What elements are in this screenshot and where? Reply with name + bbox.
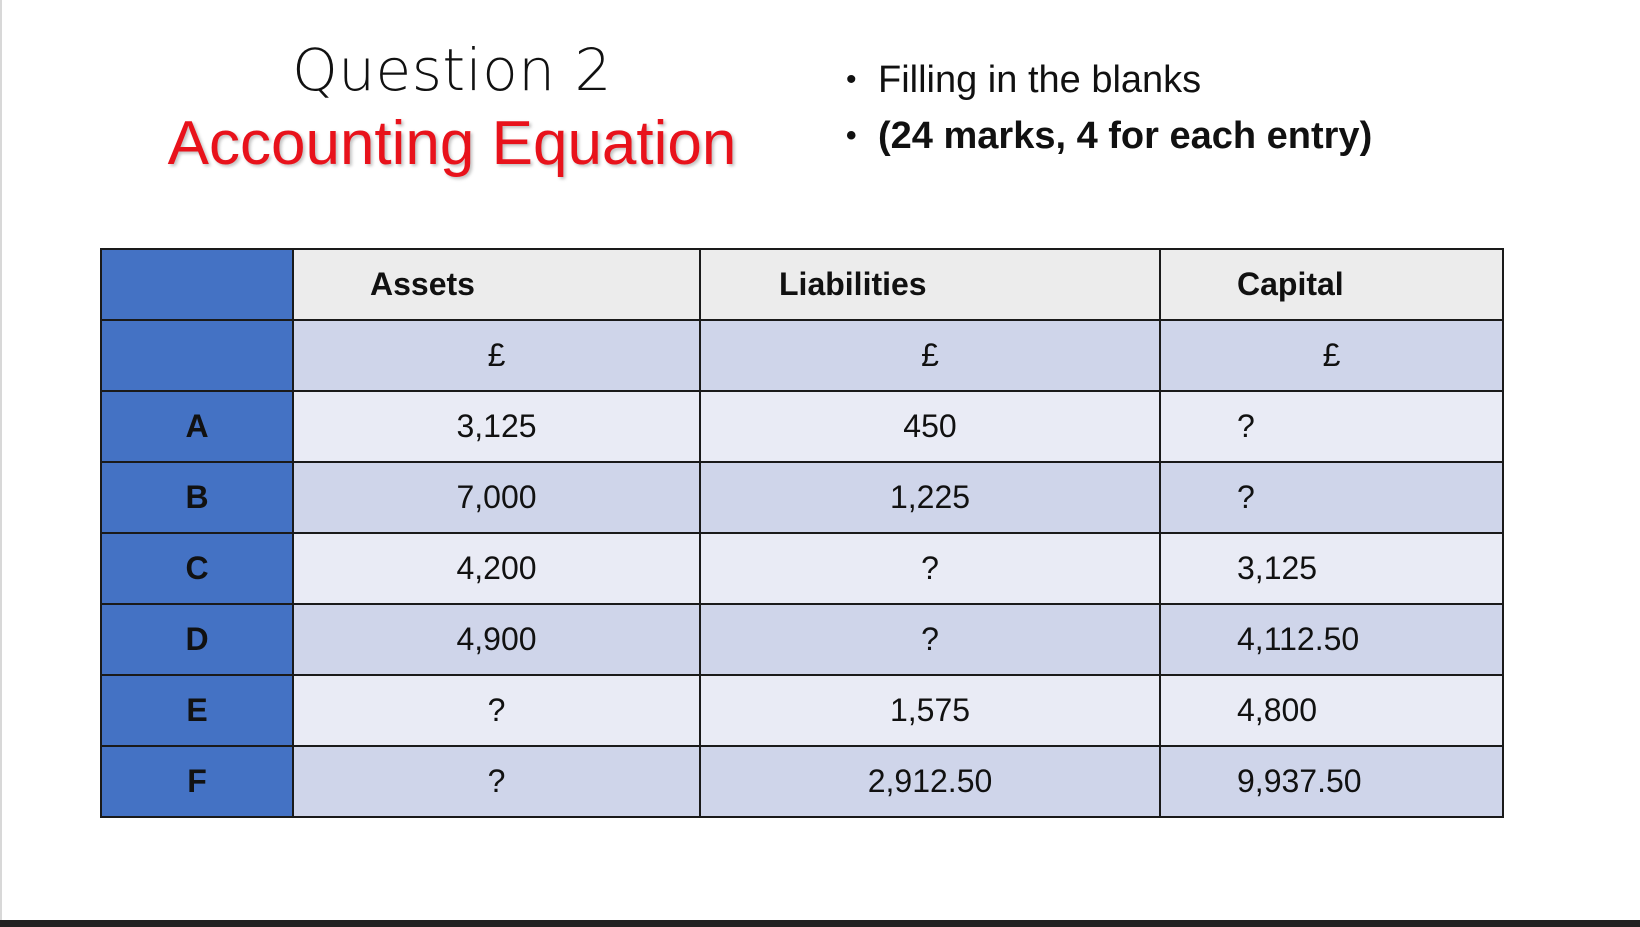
header-liabilities: Liabilities: [700, 249, 1160, 320]
assets-cell: 4,200: [293, 533, 700, 604]
capital-cell: 4,112.50: [1160, 604, 1503, 675]
capital-cell: 3,125: [1160, 533, 1503, 604]
unit-capital: £: [1160, 320, 1503, 391]
marks-item: [840, 108, 1372, 164]
assets-cell: 7,000: [293, 462, 700, 533]
liabilities-cell: 1,225: [700, 462, 1160, 533]
assets-cell: 4,900: [293, 604, 700, 675]
row-label: B: [101, 462, 293, 533]
topic-title: Accounting Equation: [167, 109, 737, 178]
assets-cell: ?: [293, 675, 700, 746]
row-label: F: [101, 746, 293, 817]
header-assets: Assets: [293, 249, 700, 320]
assets-cell: ?: [293, 746, 700, 817]
units-label-cell: [101, 320, 293, 391]
accounting-equation-table: [100, 248, 1504, 818]
instruction-item: [840, 52, 1372, 108]
instructions-list: [840, 52, 1372, 164]
liabilities-cell: 1,575: [700, 675, 1160, 746]
table-header-row: [101, 249, 1503, 320]
liabilities-cell: ?: [700, 604, 1160, 675]
assets-cell: 3,125: [293, 391, 700, 462]
table-row: [101, 533, 1503, 604]
liabilities-cell: 450: [700, 391, 1160, 462]
liabilities-cell: 2,912.50: [700, 746, 1160, 817]
capital-cell: ?: [1160, 462, 1503, 533]
unit-liabilities: £: [700, 320, 1160, 391]
row-label: A: [101, 391, 293, 462]
bottom-edge-bar: [0, 920, 1640, 927]
corner-cell: [101, 249, 293, 320]
capital-cell: ?: [1160, 391, 1503, 462]
table-row: [101, 462, 1503, 533]
capital-cell: 4,800: [1160, 675, 1503, 746]
unit-assets: £: [293, 320, 700, 391]
bullet-icon: •: [846, 63, 857, 96]
title-block: [152, 34, 752, 182]
row-label: E: [101, 675, 293, 746]
row-label: C: [101, 533, 293, 604]
table-row: [101, 391, 1503, 462]
marks-text: (24 marks, 4 for each entry): [878, 115, 1373, 157]
table-row: [101, 746, 1503, 817]
table-row: [101, 675, 1503, 746]
bullet-icon: •: [846, 119, 857, 152]
instruction-text: Filling in the blanks: [878, 59, 1202, 101]
header-capital: Capital: [1160, 249, 1503, 320]
table-row: [101, 604, 1503, 675]
row-label: D: [101, 604, 293, 675]
liabilities-cell: ?: [700, 533, 1160, 604]
question-title: Question 2: [292, 36, 612, 104]
units-row: [101, 320, 1503, 391]
capital-cell: 9,937.50: [1160, 746, 1503, 817]
